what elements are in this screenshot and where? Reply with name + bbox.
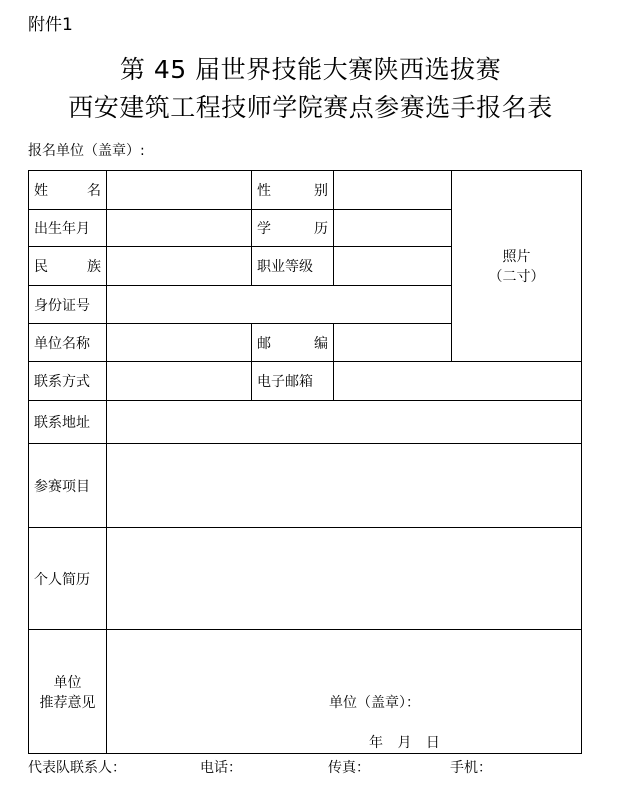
ethnicity-field[interactable] [107,247,252,286]
education-label: 学 历 [252,210,334,247]
mobile-label: 手机： [450,760,492,776]
event-field[interactable] [107,444,582,528]
recommendation-seal-label: 单位（盖章）： [329,695,420,711]
event-label: 参赛项目 [29,444,107,528]
recommendation-date-label: 年 月 日 [369,735,440,751]
skill-level-label: 职业等级 [252,247,334,286]
id-number-label: 身份证号 [29,286,107,324]
photo-size-label: （二寸） [488,269,545,285]
email-field[interactable] [334,362,582,401]
contact-field[interactable] [107,362,252,401]
ethnicity-label: 民 族 [29,247,107,286]
table-row [29,528,582,630]
name-label: 姓 名 [29,171,107,210]
registration-unit-label: 报名单位（盖章）: [28,143,145,159]
phone-label: 电话： [200,760,242,776]
table-row [29,630,582,754]
recommendation-label: 单位 推荐意见 [29,630,107,754]
education-field[interactable] [334,210,452,247]
postcode-label: 邮 编 [252,324,334,362]
table-row [29,401,582,444]
page-title: 第 45 届世界技能大赛陕西选拔赛 [119,55,502,84]
photo-box[interactable] [452,171,582,362]
skill-level-field[interactable] [334,247,452,286]
registration-form-table [28,170,582,754]
table-row [29,362,582,401]
email-label: 电子邮箱 [252,362,334,401]
birth-label: 出生年月 [29,210,107,247]
attachment-label: 附件1 [28,15,73,35]
team-contact-label: 代表队联系人： [28,760,126,776]
page-subtitle: 西安建筑工程技师学院赛点参赛选手报名表 [68,93,553,122]
address-field[interactable] [107,401,582,444]
fax-label: 传真： [328,760,370,776]
table-row [29,444,582,528]
name-field[interactable] [107,171,252,210]
resume-label: 个人简历 [29,528,107,630]
company-field[interactable] [107,324,252,362]
gender-field[interactable] [334,171,452,210]
address-label: 联系地址 [29,401,107,444]
birth-field[interactable] [107,210,252,247]
table-row [29,171,582,210]
resume-field[interactable] [107,528,582,630]
id-number-field[interactable] [107,286,452,324]
company-label: 单位名称 [29,324,107,362]
photo-label: 照片 [502,249,531,265]
gender-label: 性 别 [252,171,334,210]
recommendation-field[interactable] [107,630,582,754]
postcode-field[interactable] [334,324,452,362]
contact-label: 联系方式 [29,362,107,401]
